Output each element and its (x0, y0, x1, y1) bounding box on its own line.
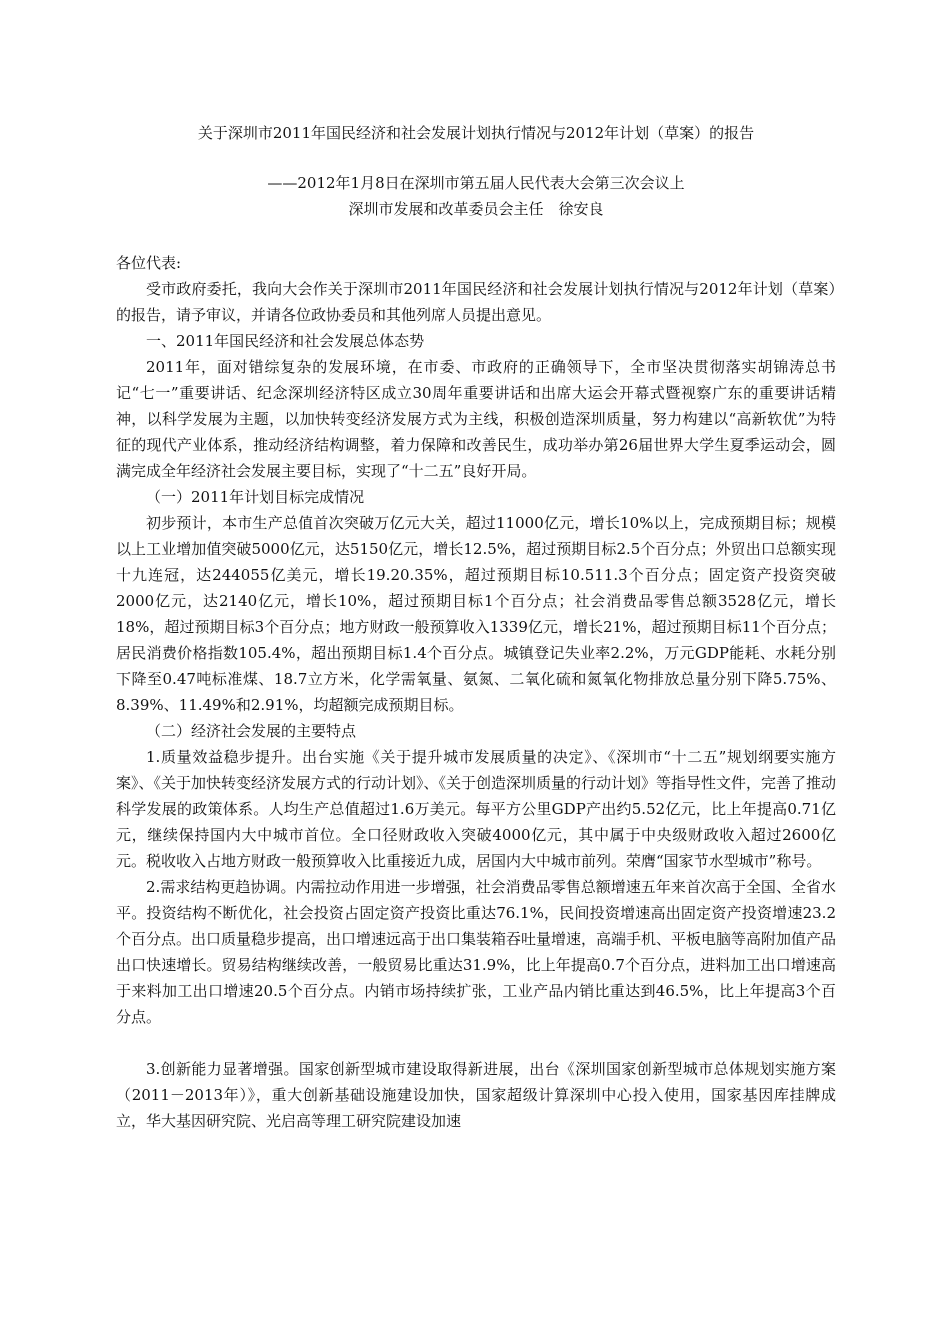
salutation: 各位代表: (116, 254, 182, 272)
sub2-heading: （二）经济社会发展的主要特点 (146, 722, 357, 740)
section1-paragraph: 2011年，面对错综复杂的发展环境，在市委、市政府的正确领导下，全市坚决贯彻落实胡锦涛总书记“七一”重要讲话、纪念深圳经济特区成立30周年重要讲话和出席大运会开幕式暨视察广东的重要讲话精神，以科学发展为主题，以加快转变经济发展方式为主线，积极创造深圳质量，努力构建以“高新软优”为特征的现代产业体系，推动经济结构调整，着力保障和改善民生，成功举办第26届世界大学生夏季运动会，圆满完成全年经济社会发展主要目标，实现了“十二五”良好开局。 (116, 358, 836, 480)
sub1-heading: （一）2011年计划目标完成情况 (146, 488, 365, 506)
section1-heading: 一、2011年国民经济和社会发展总体态势 (146, 332, 425, 350)
sub1-paragraph: 初步预计，本市生产总值首次突破万亿元大关，超过11000亿元，增长10%以上，完成预期目标；规模以上工业增加值突破5000亿元，达5150亿元，增长12.5%，超过预期目标2.5个百分点；外贸出口总额实现十九连冠，达244055亿美元，增长19.20.35%，超过预期目标10.511.3个百分点；固定资产投资突破2000亿元，达2140亿元，增长10%，超过预期目标1个百分点；社会消费品零售总额3528亿元，增长18%，超过预期目标3个百分点；地方财政一般预算收入1339亿元，增长21%，超过预期目标11个百分点；居民消费价格指数105.4%，超出预期目标1.4个百分点。城镇登记失业率2.2%，万元GDP能耗、水耗分别下降至0.47吨标准煤、18.7立方米，化学需氧量、氨氮、二氧化硫和氮氧化物排放总量分别下降5.75%、8.39%、11.49%和2.91%，均超额完成预期目标。 (116, 514, 836, 714)
point2-paragraph: 2.需求结构更趋协调。内需拉动作用进一步增强，社会消费品零售总额增速五年来首次高于全国、全省水平。投资结构不断优化，社会投资占固定资产投资比重达76.1%，民间投资增速高出固定资产投资增速23.2个百分点。出口质量稳步提高，出口增速远高于出口集装箱吞吐量增速，高端手机、平板电脑等高附加值产品出口快速增长。贸易结构继续改善，一般贸易比重达31.9%，比上年提高0.7个百分点，进料加工出口增速高于来料加工出口增速20.5个百分点。内销市场持续扩张，工业产品内销比重达到46.5%，比上年提高3个百分点。 (116, 878, 837, 1026)
document-page (116, 120, 836, 1134)
subtitle-occasion: ——2012年1月8日在深圳市第五届人民代表大会第三次会议上 (267, 174, 685, 192)
paragraph-gap (116, 1030, 836, 1056)
intro-paragraph: 受市政府委托，我向大会作关于深圳市2011年国民经济和社会发展计划执行情况与2012年计划（草案）的报告，请予审议，并请各位政协委员和其他列席人员提出意见。 (116, 280, 836, 324)
point3-paragraph: 3.创新能力显著增强。国家创新型城市建设取得新进展，出台《深圳国家创新型城市总体规划实施方案（2011－2013年）》，重大创新基础设施建设加快，国家超级计算深圳中心投入使用，国家基因库挂牌成立，华大基因研究院、光启高等理工研究院建设加速 (116, 1060, 836, 1130)
document-title: 关于深圳市2011年国民经济和社会发展计划执行情况与2012年计划（草案）的报告 (197, 124, 755, 142)
subtitle-speaker: 深圳市发展和改革委员会主任 徐安良 (348, 200, 604, 218)
point1-paragraph: 1.质量效益稳步提升。出台实施《关于提升城市发展质量的决定》、《深圳市“十二五”规划纲要实施方案》、《关于加快转变经济发展方式的行动计划》、《关于创造深圳质量的行动计划》等指导性文件，完善了推动科学发展的政策体系。人均生产总值超过1.6万美元。每平方公里GDP产出约5.52亿元，比上年提高0.71亿元，继续保持国内大中城市首位。全口径财政收入突破4000亿元，其中属于中央级财政收入超过2600亿元。税收收入占地方财政一般预算收入比重接近九成，居国内大中城市前列。荣膺“国家节水型城市”称号。 (116, 748, 837, 870)
document-subtitle (116, 170, 836, 222)
